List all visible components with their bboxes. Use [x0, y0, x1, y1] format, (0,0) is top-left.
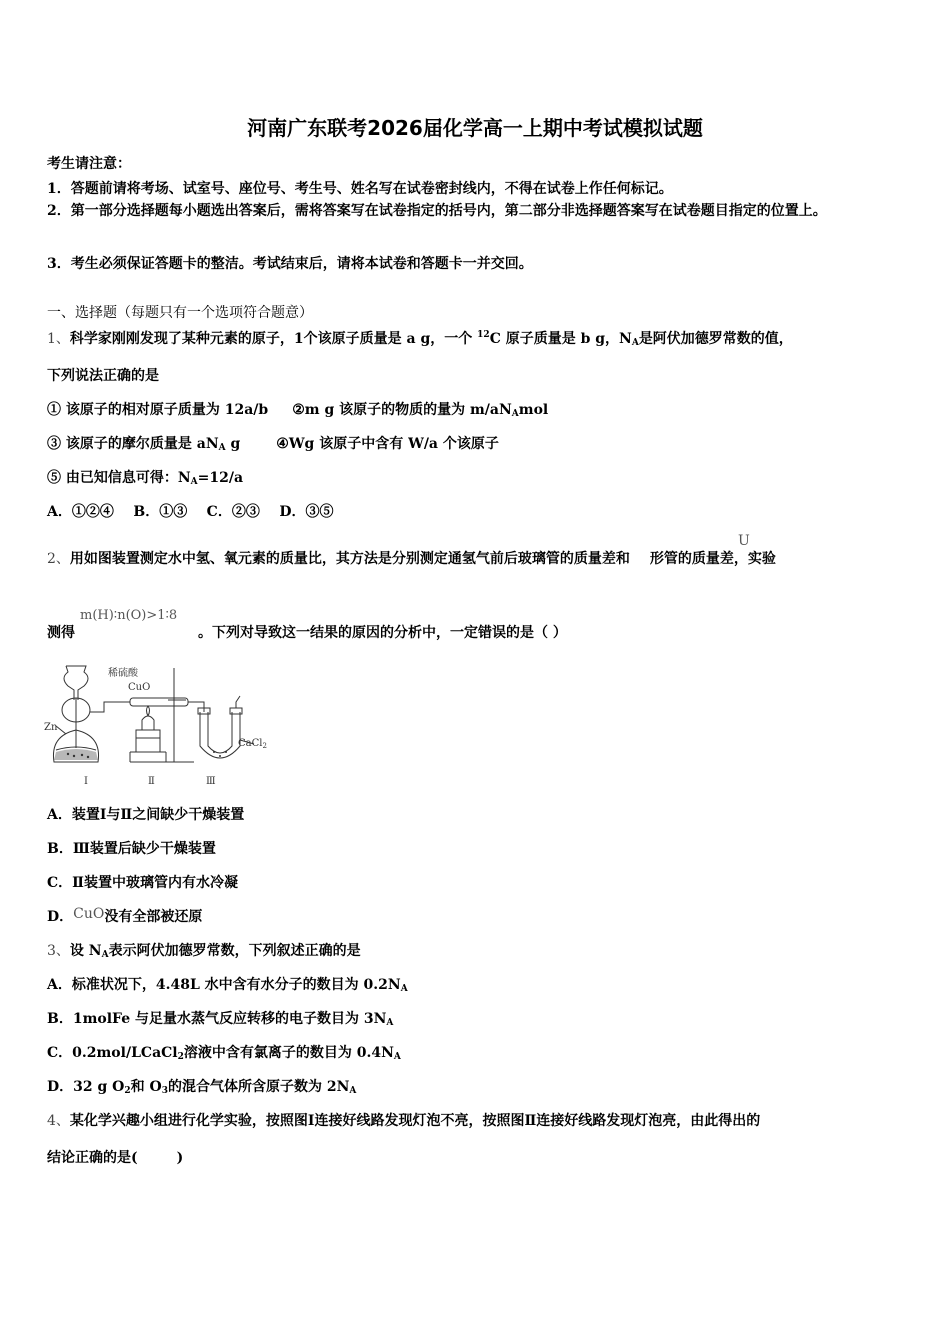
q1-sup-12: 12: [477, 330, 490, 340]
q1-option-3-tail: g: [225, 436, 241, 452]
q4-number: 4、: [47, 1113, 70, 1129]
q1-sub-a: A: [631, 338, 639, 348]
label-device-1: Ⅰ: [84, 776, 88, 787]
notice-heading: 考生请注意：: [47, 156, 131, 172]
q3-option-d-text-b: 和 O: [130, 1079, 162, 1095]
q1-choices: A．①②④ B．①③ C．②③ D．③⑤: [47, 504, 334, 520]
q1-option-2: ②m g 该原子的物质的量为 m/aN: [292, 402, 512, 418]
section-heading: 一、选择题（每题只有一个选项符合题意）: [47, 305, 313, 321]
notice-item-1: 1．答题前请将考场、试室号、座位号、考生号、姓名写在试卷密封线内，不得在试卷上作任何标记。: [47, 181, 673, 197]
q3-stem-sub: A: [101, 950, 109, 960]
notice-item-2: 2．第一部分选择题每小题选出答案后，需将答案写在试卷指定的括号内，第二部分非选择题答案写在试卷题目指定的位置上。: [47, 203, 827, 219]
q3-option-c-text-b: 溶液中含有氯离子的数目为 0.4N: [183, 1045, 394, 1061]
q2-stem-a: 用如图装置测定水中氢、氧元素的质量比，其方法是分别测定通氢气前后玻璃管的质量差和: [69, 551, 630, 567]
q1-stem-a: 科学家刚刚发现了某种元素的原子，1个该原子质量是 a g，一个: [69, 331, 478, 347]
q3-stem: [47, 940, 361, 960]
kipp-funnel: [66, 666, 88, 700]
q1-option-5-tail: =12/a: [197, 470, 244, 486]
q2-stem-d: 。下列对导致这一结果的原因的分析中，一定错误的是（ ）: [198, 625, 567, 641]
q3-option-b-text: B．1molFe 与足量水蒸气反应转移的电子数目为 3N: [47, 1011, 387, 1027]
q1-stem-b: C 原子质量是 b g，N: [489, 331, 632, 347]
q2-stem-b: 形管的质量差，实验: [649, 551, 776, 567]
q2-apparatus-figure: [44, 660, 274, 790]
q2-option-a: A．装置Ⅰ与Ⅱ之间缺少干燥装置: [47, 807, 245, 823]
q1-option-3-sub: A: [218, 443, 226, 453]
q3-option-d-text-c: 的混合气体所含原子数为 2N: [167, 1079, 350, 1095]
q4-stem-text: 某化学兴趣小组进行化学实验，按照图Ⅰ连接好线路发现灯泡不亮，按照图Ⅱ连接好线路发现灯泡亮，由此得出的: [69, 1113, 761, 1129]
q2-option-d-cuo: CuO: [73, 906, 105, 922]
q3-option-b-sub: A: [386, 1018, 394, 1028]
alcohol-lamp: [142, 716, 154, 730]
glass-tube: [130, 698, 188, 706]
q4-stem-line2: 结论正确的是( ): [47, 1150, 184, 1166]
q2-option-d-prefix: D．: [47, 909, 74, 925]
notice-item-3: 3．考生必须保证答题卡的整洁。考试结束后，请将本试卷和答题卡一并交回。: [47, 256, 533, 272]
q2-option-d: [47, 906, 202, 926]
q3-option-a-sub: A: [400, 984, 408, 994]
burner-stand: [136, 730, 160, 752]
q1-option-4: ④Wg 该原子中含有 W/a 个该原子: [276, 436, 499, 452]
q3-option-d-sub-2: 2: [124, 1086, 131, 1096]
q3-option-d-sub-a: A: [349, 1086, 357, 1096]
label-cacl2-text: CaCl: [238, 738, 263, 749]
q1-stem-c: 是阿伏加德罗常数的值，: [638, 331, 793, 347]
q2-option-c: C．Ⅱ装置中玻璃管内有水冷凝: [47, 875, 238, 891]
label-device-3: Ⅲ: [206, 776, 216, 787]
q3-stem-a: 设 N: [69, 943, 102, 959]
q3-option-c: [47, 1042, 401, 1062]
q2-formula: m(H)∶n(O)>1∶8: [80, 608, 178, 623]
q2-stem: [47, 548, 776, 568]
q1-option-1: ① 该原子的相对原子质量为 12a/b: [47, 402, 269, 418]
q2-stem-c: 测得: [47, 625, 75, 641]
q3-option-b: [47, 1008, 393, 1028]
q3-option-c-text-a: C．0.2mol/LCaCl: [47, 1045, 178, 1061]
q4-stem: [47, 1110, 760, 1130]
q1-option-3: ③ 该原子的摩尔质量是 aN: [47, 436, 219, 452]
q3-number: 3、: [47, 943, 70, 959]
q3-option-d-text-a: D．32 g O: [47, 1079, 125, 1095]
q3-option-c-sub-2: 2: [177, 1052, 184, 1062]
q2-option-b: B．Ⅲ装置后缺少干燥装置: [47, 841, 216, 857]
q3-option-d-sub-3: 3: [161, 1086, 168, 1096]
label-zn: Zn: [44, 722, 58, 733]
q1-option-5: ⑤ 由已知信息可得：N: [47, 470, 191, 486]
label-cacl2-sub: 2: [262, 742, 267, 750]
q1-options-row1: [47, 399, 548, 419]
q1-option-5-sub: A: [190, 477, 198, 487]
label-cuo: CuO: [128, 682, 151, 693]
q1-option-2-tail: mol: [518, 402, 549, 418]
label-cacl2: [238, 738, 267, 750]
label-dilute-sulfuric-acid: 稀硫酸: [108, 668, 138, 679]
q3-option-d: [47, 1076, 356, 1096]
q2-u-symbol: U: [738, 533, 750, 549]
q1-options-row3: [47, 467, 243, 487]
q3-option-c-sub-a: A: [393, 1052, 401, 1062]
q1-number: 1、: [47, 331, 70, 347]
q3-option-a-text: A．标准状况下，4.48L 水中含有水分子的数目为 0.2N: [47, 977, 401, 993]
q2-number: 2、: [47, 551, 70, 567]
u-tube: [200, 712, 240, 758]
q1-stem-line2: 下列说法正确的是: [47, 368, 159, 384]
q3-stem-tail: 表示阿伏加德罗常数，下列叙述正确的是: [108, 943, 361, 959]
q3-option-a: [47, 974, 408, 994]
label-device-2: Ⅱ: [148, 776, 155, 787]
q2-stem-line2: [47, 622, 567, 642]
page-title: 河南广东联考2026届化学高一上期中考试模拟试题: [247, 116, 703, 140]
q1-options-row2: [47, 433, 499, 453]
q1-stem: [47, 328, 793, 348]
q2-option-d-tail: 没有全部被还原: [104, 909, 203, 925]
q1-option-2-sub: A: [511, 409, 519, 419]
